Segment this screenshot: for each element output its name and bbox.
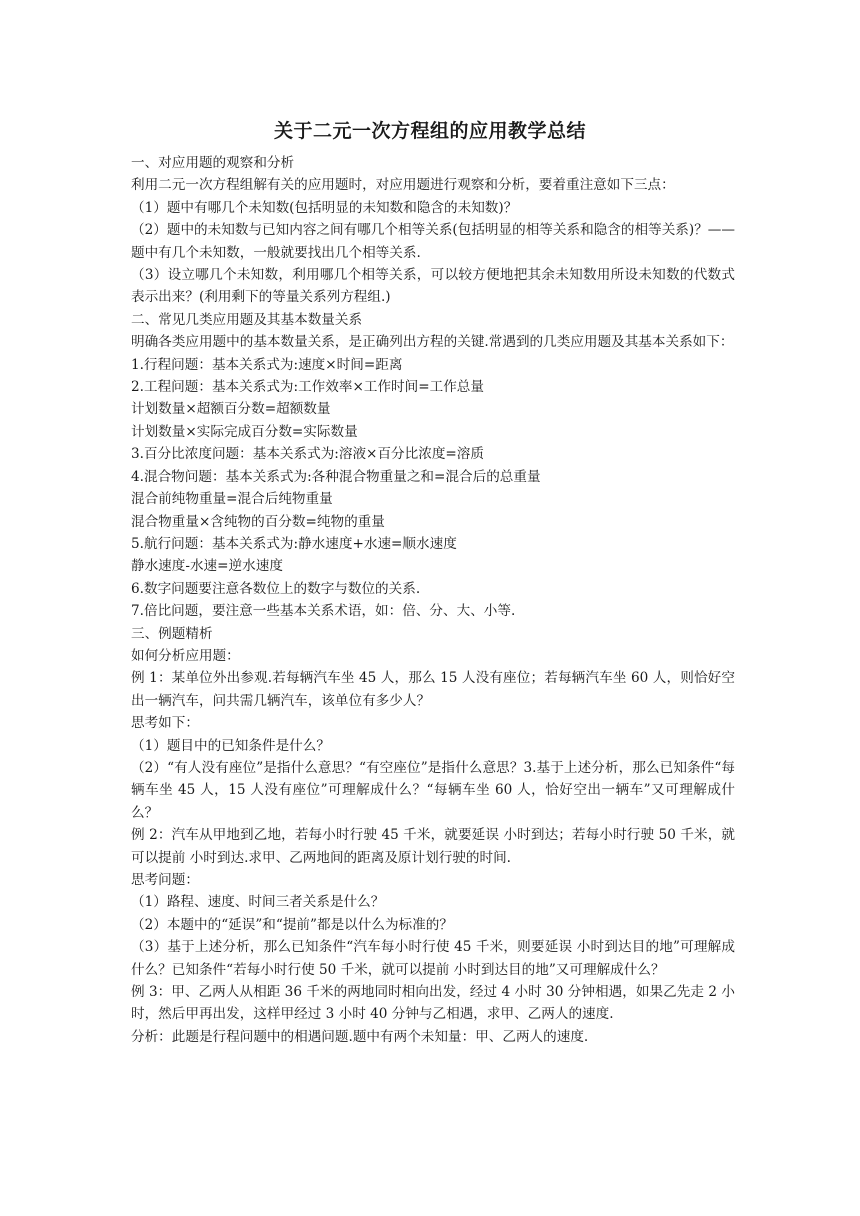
- paragraph: （1）题目中的已知条件是什么？: [131, 737, 330, 754]
- example-2: 例 2：汽车从甲地到乙地，若每小时行驶 45 千米，就要延误 小时到达；若每小时行驶 50 千米，就可以提前 小时到达.求甲、乙两地间的距离及原计划行驶的时间.: [131, 827, 735, 866]
- paragraph: 计划数量×实际完成百分数=实际数量: [131, 423, 358, 440]
- paragraph: （2）“有人没有座位”是指什么意思？“有空座位”是指什么意思？3.基于上述分析，那么已知条件“每辆车坐 45 人，15 人没有座位”可理解成什么？“每辆车坐 60 人，恰好空出一辆车”又可理解成什么？: [131, 759, 735, 821]
- section-heading-3: 三、例题精析: [131, 625, 213, 642]
- document-body: [131, 152, 735, 1048]
- paragraph: 静水速度-水速=逆水速度: [131, 558, 283, 575]
- paragraph: 6.数字问题要注意各数位上的数字与数位的关系.: [131, 580, 421, 597]
- paragraph: 明确各类应用题中的基本数量关系，是正确列出方程的关键.常遇到的几类应用题及其基本关系如下：: [131, 334, 734, 351]
- paragraph: 混合物重量×含纯物的百分数=纯物的重量: [131, 513, 385, 530]
- paragraph: 计划数量×超额百分数=超额数量: [131, 401, 331, 418]
- section-heading-1: 一、对应用题的观察和分析: [131, 155, 295, 171]
- paragraph: 思考如下：: [131, 715, 199, 732]
- paragraph: 4.混合物问题：基本关系式为:各种混合物重量之和=混合后的总重量: [131, 468, 541, 485]
- paragraph: 如何分析应用题：: [131, 647, 240, 664]
- paragraph: （2）本题中的“延误”和“提前”都是以什么为标准的？: [131, 916, 453, 933]
- paragraph: 利用二元一次方程组解有关的应用题时，对应用题进行观察和分析，要着重注意如下三点：: [131, 177, 675, 194]
- paragraph: 分析：此题是行程问题中的相遇问题.题中有两个未知量：甲、乙两人的速度.: [131, 1028, 589, 1045]
- paragraph: 1.行程问题：基本关系式为:速度×时间=距离: [131, 356, 403, 373]
- paragraph: 3.百分比浓度问题：基本关系式为:溶液×百分比浓度=溶质: [131, 446, 484, 463]
- paragraph: （2）题中的未知数与已知内容之间有哪几个相等关系(包括明显的相等关系和隐含的相等关系)？——题中有几个未知数，一般就要找出几个相等关系.: [131, 222, 735, 261]
- paragraph: 7.倍比问题，要注意一些基本关系术语，如：倍、分、大、小等.: [131, 603, 516, 620]
- section-heading-2: 二、常见几类应用题及其基本数量关系: [131, 311, 363, 328]
- paragraph: （3）基于上述分析，那么已知条件“汽车每小时行使 45 千米，则要延误 小时到达目的地”可理解成什么？已知条件“若每小时行使 50 千米，就可以提前 小时到达目的地”又可理解成什么？: [131, 939, 735, 978]
- paragraph: （3）设立哪几个未知数，利用哪几个相等关系，可以较方便地把其余未知数用所设未知数的代数式表示出来？(利用剩下的等量关系列方程组.): [131, 267, 735, 306]
- document-title: 关于二元一次方程组的应用教学总结: [273, 120, 586, 142]
- paragraph: 2.工程问题：基本关系式为:工作效率×工作时间=工作总量: [131, 379, 484, 396]
- paragraph: （1）题中有哪几个未知数(包括明显的未知数和隐含的未知数)？: [131, 199, 518, 216]
- example-1: 例 1：某单位外出参观.若每辆汽车坐 45 人，那么 15 人没有座位；若每辆汽车坐 60 人，则恰好空出一辆汽车，问共需几辆汽车，该单位有多少人？: [131, 670, 735, 709]
- paragraph: （1）路程、速度、时间三者关系是什么？: [131, 894, 385, 911]
- example-3: 例 3：甲、乙两人从相距 36 千米的两地同时相向出发，经过 4 小时 30 分钟相遇，如果乙先走 2 小时，然后甲再出发，这样甲经过 3 小时 40 分钟与乙相遇，求甲、乙两人的速度.: [131, 984, 735, 1023]
- paragraph: 5.航行问题：基本关系式为:静水速度+水速=顺水速度: [131, 535, 457, 552]
- paragraph: 混合前纯物重量=混合后纯物重量: [131, 491, 333, 508]
- paragraph: 思考问题：: [131, 872, 199, 888]
